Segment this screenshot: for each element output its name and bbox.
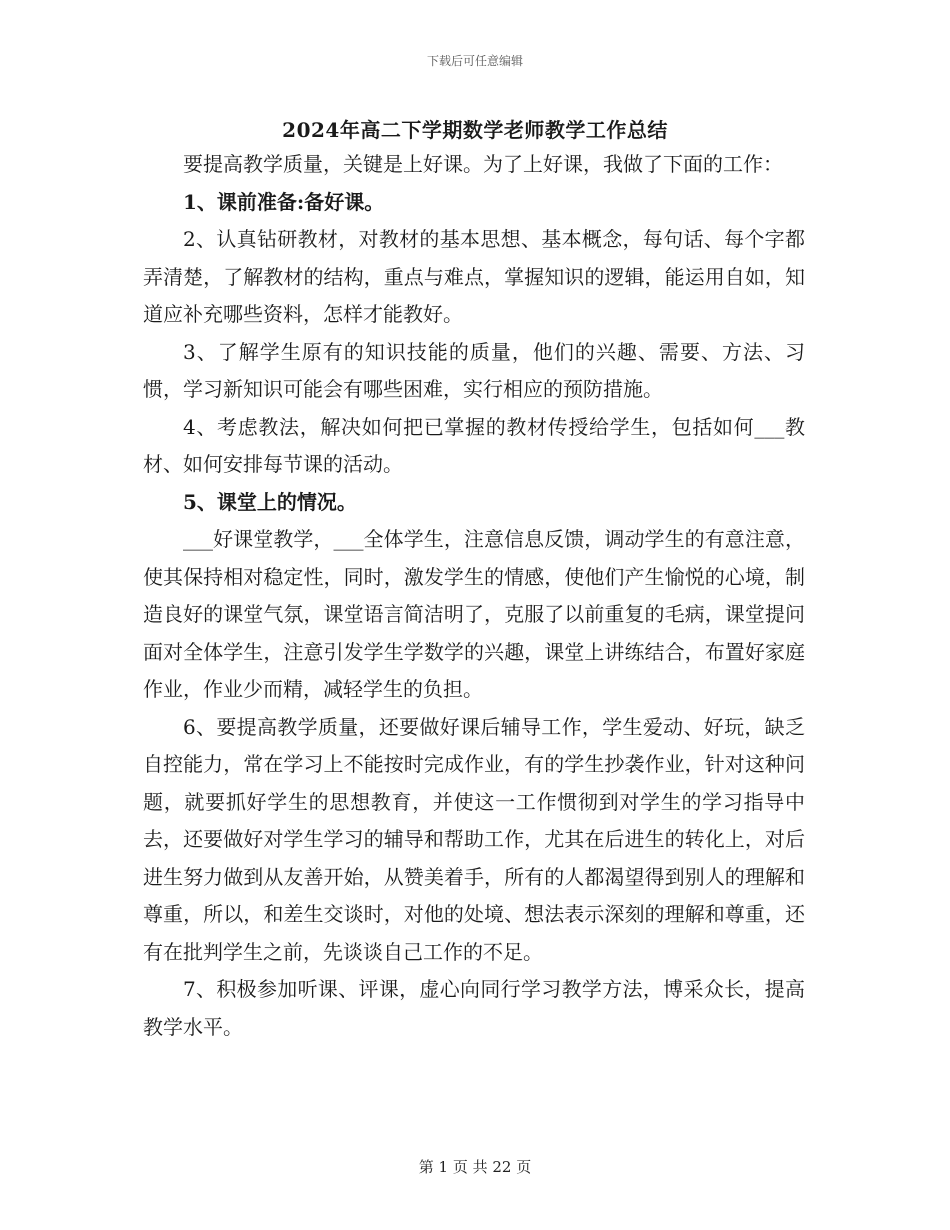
paragraph-classroom: ___好课堂教学，___全体学生，注意信息反馈，调动学生的有意注意，使其保持相对稳定性，同时，激发学生的情感，使他们产生愉悦的心境，制造良好的课堂气氛，课堂语言简洁明了，克服了以前重复的毛病，课堂提问面对全体学生，注意引发学生学数学的兴趣，课堂上讲练结合，布置好家庭作业，作业少而精，减轻学生的负担。 xyxy=(143,527,805,701)
section-heading-5: 5、课堂上的情况。 xyxy=(183,489,357,514)
section-heading-1: 1、课前准备:备好课。 xyxy=(183,189,385,214)
paragraph-7: 7、积极参加听课、评课，虚心向同行学习教学方法，博采众长，提高教学水平。 xyxy=(143,977,805,1039)
paragraph-4: 4、考虑教法，解决如何把已掌握的教材传授给学生，包括如何___教材、如何安排每节课的活动。 xyxy=(143,414,805,476)
paragraph-3: 3、了解学生原有的知识技能的质量，他们的兴趣、需要、方法、习惯，学习新知识可能会有哪些困难，实行相应的预防措施。 xyxy=(143,339,805,401)
paragraph-2: 2、认真钻研教材，对教材的基本思想、基本概念，每句话、每个字都弄清楚，了解教材的结构，重点与难点，掌握知识的逻辑，能运用自如，知道应补充哪些资料，怎样才能教好。 xyxy=(143,227,805,326)
paragraph-intro: 要提高教学质量，关键是上好课。为了上好课，我做了下面的工作： xyxy=(183,152,783,176)
document-title: 2024年高二下学期数学老师教学工作总结 xyxy=(282,118,668,142)
header-note: 下载后可任意编辑 xyxy=(426,54,523,68)
page-number: 第 1 页 共 22 页 xyxy=(418,1158,532,1176)
document-body xyxy=(143,146,805,1046)
paragraph-6: 6、要提高教学质量，还要做好课后辅导工作，学生爱动、好玩，缺乏自控能力，常在学习上不能按时完成作业，有的学生抄袭作业，针对这种问题，就要抓好学生的思想教育，并使这一工作惯彻到对学生的学习指导中去，还要做好对学生学习的辅导和帮助工作，尤其在后进生的转化上，对后进生努力做到从友善开始，从赞美着手，所有的人都渴望得到别人的理解和尊重，所以，和差生交谈时，对他的处境、想法表示深刻的理解和尊重，还有在批判学生之前，先谈谈自己工作的不足。 xyxy=(143,714,805,964)
